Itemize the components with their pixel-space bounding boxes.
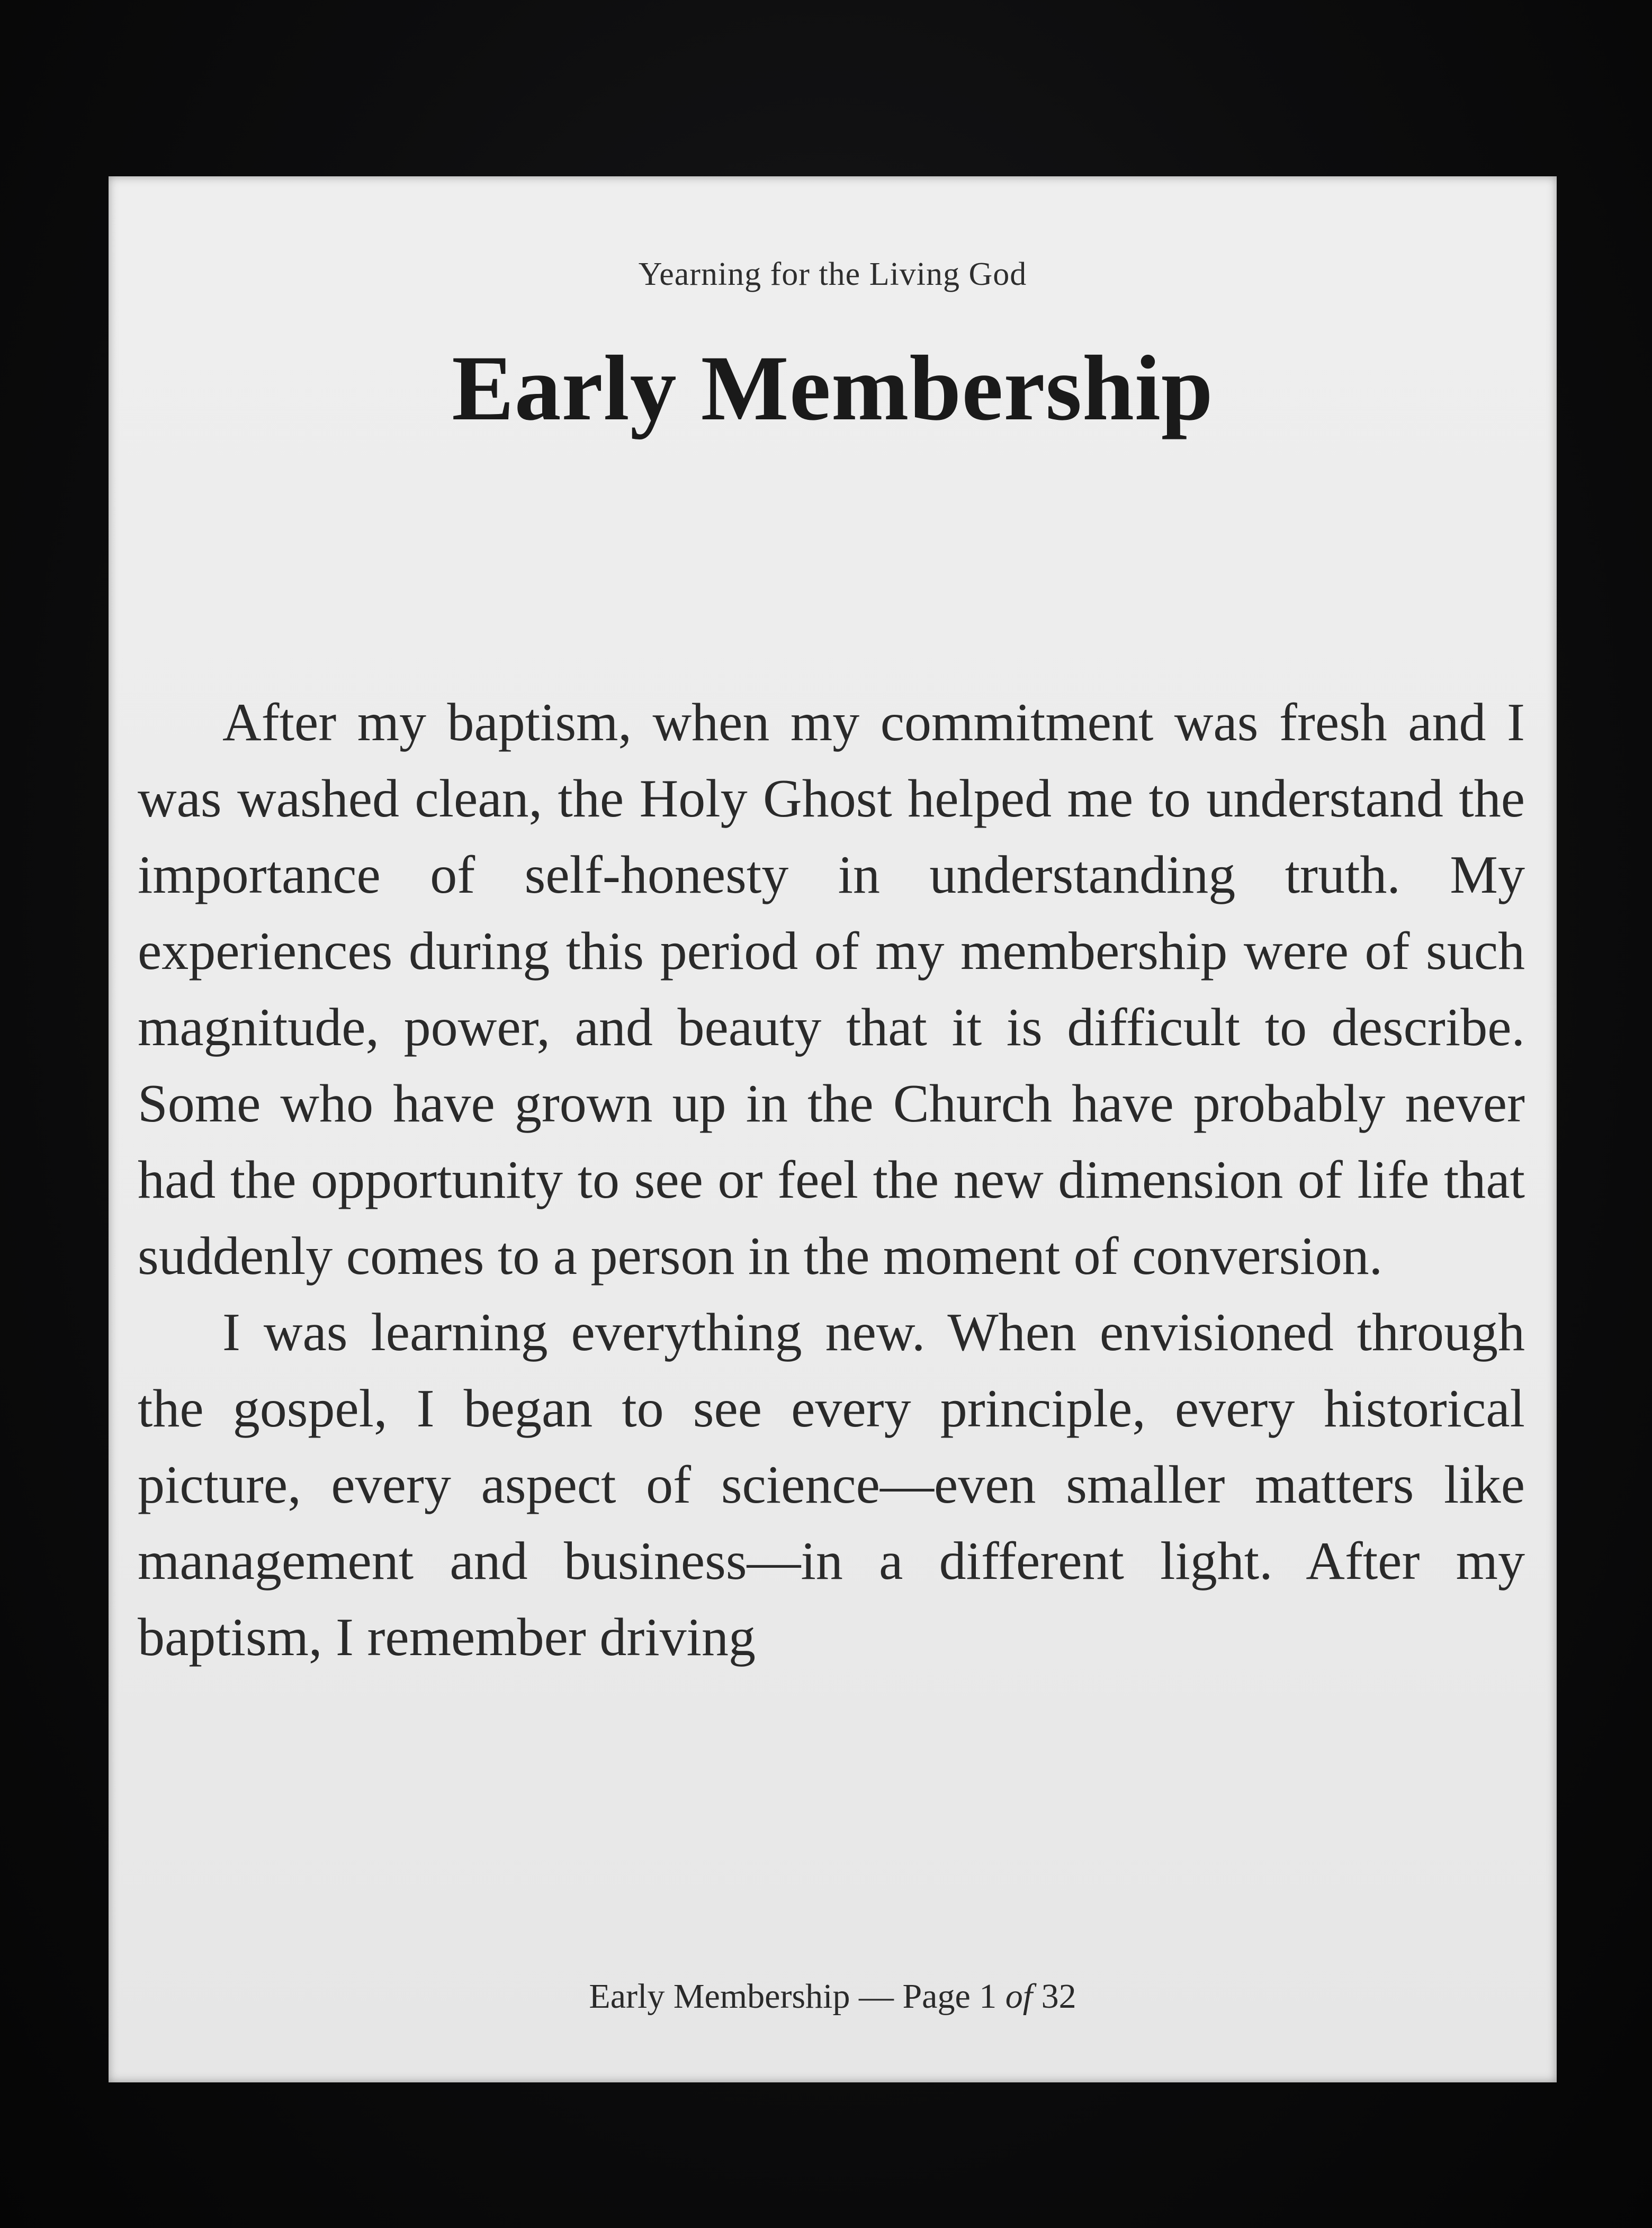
footer-chapter-name: Early Membership	[589, 1977, 850, 2016]
chapter-title: Early Membership	[452, 337, 1214, 440]
chapter-text	[138, 685, 1525, 1676]
footer-of-label: of	[1005, 1977, 1033, 2016]
footer-page-label: Page	[902, 1977, 971, 2016]
current-page-number: 1	[979, 1977, 997, 2016]
ereader-screen[interactable]	[109, 176, 1557, 2082]
page-text-area[interactable]	[109, 685, 1557, 2022]
footer-separator: —	[858, 1977, 894, 2016]
total-page-count: 32	[1041, 1977, 1076, 2016]
page-footer	[109, 1977, 1557, 2017]
paragraph: I was learning everything new. When envisioned through the gospel, I began to see every principle, every historical picture, every aspect of science—even smaller matters like management and business—in a different light. After my baptism, I remember driving	[138, 1302, 1525, 1667]
paragraph: After my baptism, when my commitment was fresh and I was washed clean, the Holy Ghost helped me to understand the importance of self-honesty in understanding truth. My experiences during this period of my membership were of such magnitude, power, and beauty that it is difficult to describe. Some who have grown up in the Church have probably never had the opportunity to see or feel the new dimension of life that suddenly comes to a person in the moment of conversion.	[138, 693, 1525, 1286]
book-title-header: Yearning for the Living God	[638, 256, 1027, 292]
